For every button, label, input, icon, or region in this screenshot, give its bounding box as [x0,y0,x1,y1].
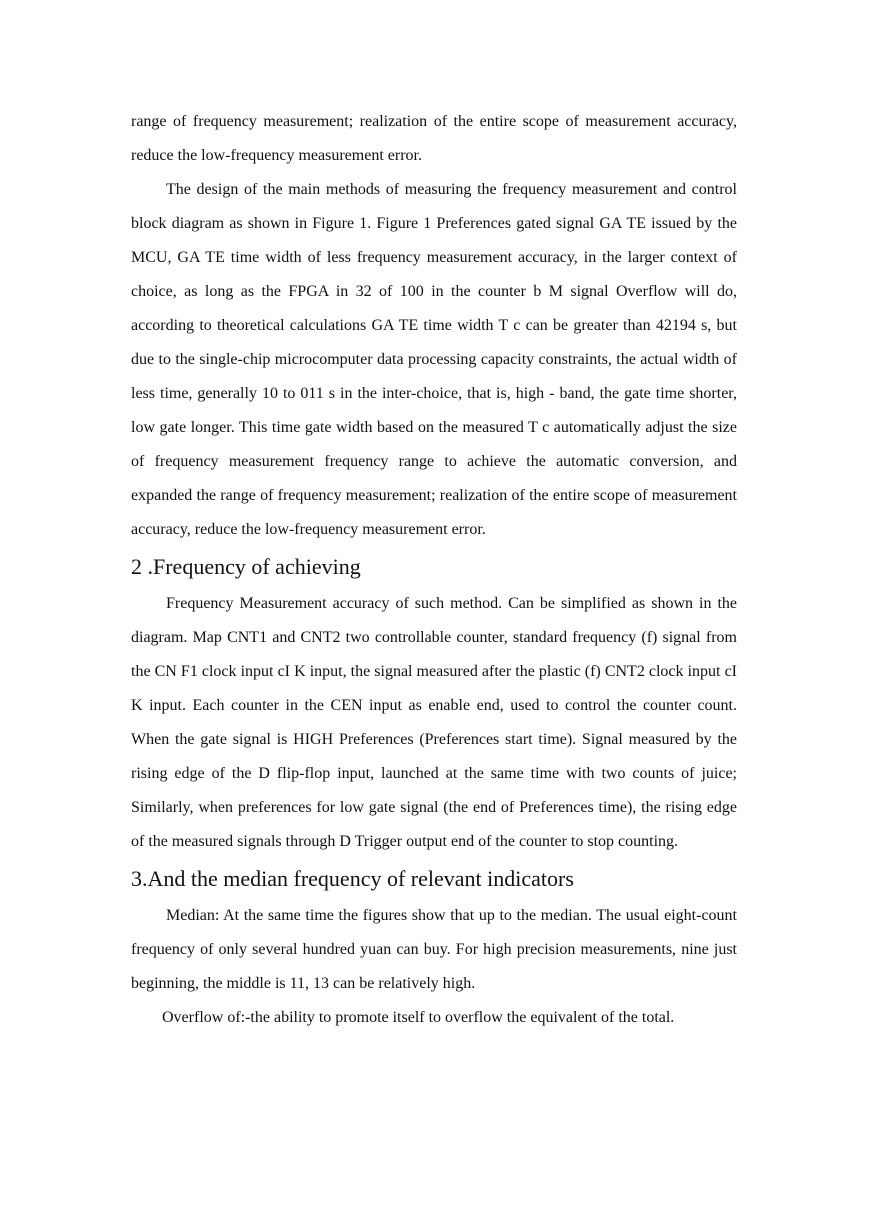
section-heading-2: 2 .Frequency of achieving [131,554,361,579]
paragraph-continuation: range of frequency measurement; realization of the entire scope of measurement accuracy, reduce the low-frequency measurement error. [131,113,737,164]
paragraph-frequency-achieving: Frequency Measurement accuracy of such method. Can be simplified as shown in the diagram. Map CNT1 and CNT2 two controllable counter, standard frequency (f) signal from the CN F1 clock input cI K input, the signal measured after the plastic (f) CNT2 clock input cI K input. Each counter in the CEN input as enable end, used to control the counter count. When the gate signal is HIGH Preferences (Preferences start time). Signal measured by the rising edge of the D flip-flop input, launched at the same time with two counts of juice; Similarly, when preferences for low gate signal (the end of Preferences time), the rising edge of the measured signals through D Trigger output end of the counter to stop counting. [131,595,737,850]
paragraph-overflow: Overflow of:-the ability to promote itself to overflow the equivalent of the total. [162,1009,675,1026]
paragraph-median: Median: At the same time the figures show that up to the median. The usual eight-count frequency of only several hundred yuan can buy. For high precision measurements, nine just beginning, the middle is 11, 13 can be relatively high. [131,907,737,992]
section-heading-3: 3.And the median frequency of relevant indicators [131,866,574,891]
paragraph-measurement-design: The design of the main methods of measuring the frequency measurement and control block diagram as shown in Figure 1. Figure 1 Preferences gated signal GA TE issued by the MCU, GA TE time width of less frequency measurement accuracy, in the larger context of choice, as long as the FPGA in 32 of 100 in the counter b M signal Overflow will do, according to theoretical calculations GA TE time width T c can be greater than 42194 s, but due to the single-chip microcomputer data processing capacity constraints, the actual width of less time, generally 10 to 011 s in the inter-choice, that is, high - band, the gate time shorter, low gate longer. This time gate width based on the measured T c automatically adjust the size of frequency measurement frequency range to achieve the automatic conversion, and expanded the range of frequency measurement; realization of the entire scope of measurement accuracy, reduce the low-frequency measurement error. [131,181,737,538]
document-page [131,105,737,1035]
